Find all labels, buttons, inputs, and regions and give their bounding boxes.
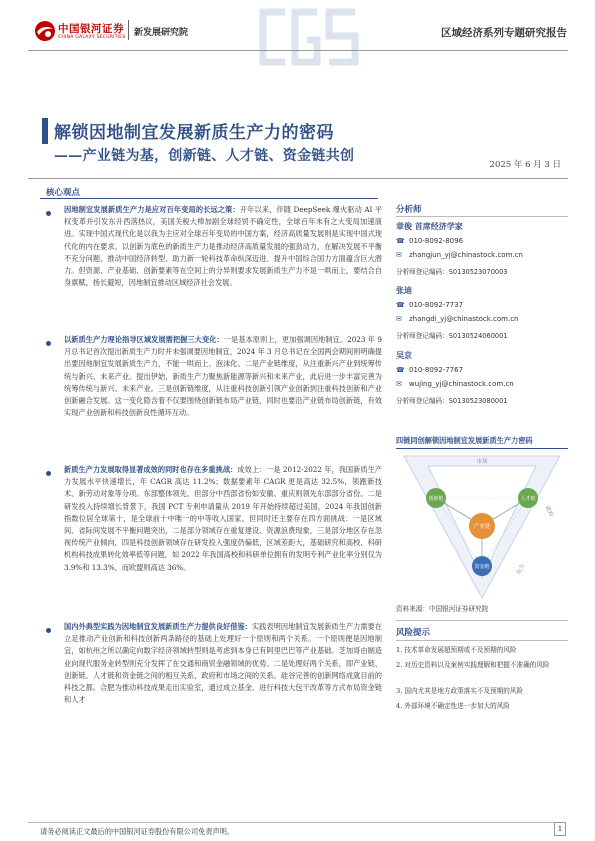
paragraph-body: 成效上：一是 2012-2022 年，我国新质生产力发展水平快速增长，年 CAGR 高达 11.2%；数据要素年 CAGR 更是高达 32.5%，领跑新技术、新劳动对象等分项。东部整体领先，但部分中西部省份如安徽、重庆则领先东部部分省份。二是研发投入持续增长背景下，我国 PCT 专利申请量从 2019 年开始持续超过美国，2024 年我国创新指数位居全球第十，是全球前十中唯一的中等收入国家。但同时还主要存在四方面挑战：一是区域间、省际间发展不平衡问题突出，二是部分领域存在重复建设、资源浪费现象，三是部分地区存在忽视传统产业倾向，四是科技创新领域存在研发投入强度仍偏低，区域差距大，基础研究和高校、科研机构科技成果转化效率低等问题，如 2022 年我国高校和科研单位拥有的发明专利产业化率分别仅为 3.9%和 13.3%，而欧盟则高达 36%。	[64, 465, 382, 572]
institute-name: 新发展研究院	[134, 28, 189, 38]
industry-chain-label: 产业链	[473, 524, 491, 530]
email-address[interactable]: zhangjun_yj@chinastock.com.cn	[409, 251, 523, 259]
analyst-email[interactable]	[396, 380, 514, 388]
email-icon: ✉	[396, 380, 402, 388]
phone-icon: ☎	[396, 237, 405, 245]
paragraph-lead: 因地制宜发展新质生产力是应对百年变局的长远之策：	[64, 205, 240, 214]
analyst-phone	[396, 301, 463, 309]
report-type: 区域经济系列专题研究报告	[441, 27, 567, 39]
paragraph-body: 实践表明因地制宜发展新质生产力需要在立足推动产业创新和科技创新两条路径的基础上处理好一个原则和两个关系。一个原则便是因地制宜，如杭州之所以确定向数字经济领域转型则是考虑到本身已有阿里巴巴等产业基础。芝加哥由制造业向现代服务业转型则充分发挥了在交通和商贸金融领域的优势。二是处理好两个关系，即产业链、创新链、人才链和资金链之间的相互关系，政府和市场之间的关系。硅谷完善的创新网络成就目前的科技之都。合肥为推动科技成果走出实验室，通过成立基金、进行科技大包干改革等方式布局资金链和人才	[64, 622, 382, 705]
email-icon: ✉	[396, 315, 402, 323]
email-icon: ✉	[396, 251, 402, 259]
paragraph-lead: 新质生产力发展取得显著成效的同时也存在多重挑战：	[64, 465, 238, 474]
core-paragraph-1	[64, 204, 382, 289]
analyst-registration: 分析师登记编码：S0130524060001	[396, 332, 508, 340]
bullet-dot	[46, 341, 51, 346]
footer-rule	[28, 822, 558, 823]
analysts-rule	[396, 216, 568, 217]
analyst-phone	[396, 237, 463, 245]
analyst-email[interactable]	[396, 315, 518, 323]
risk-item: 2. 对历史资料以及案例实践理解和把握不准确的风险	[396, 661, 550, 669]
core-heading-rule	[40, 198, 378, 199]
paragraph-lead: 以新质生产力理论指导区域发展需把握三大变化：	[64, 335, 224, 344]
analyst-email[interactable]	[396, 251, 523, 259]
analyst-name: 章俊 首席经济学家	[396, 221, 463, 231]
analyst-registration: 分析师登记编码：S0130523080001	[396, 397, 508, 405]
risk-top-rule	[396, 620, 568, 621]
talent-chain-label: 人才链	[520, 496, 536, 502]
email-address[interactable]: wujing_yj@chinastock.com.cn	[409, 380, 514, 388]
risk-item: 4. 外部环境不确定性进一步加大的风险	[396, 702, 510, 710]
phone-number: 010-8092-7767	[409, 366, 464, 374]
analyst-registration: 分析师登记编码：S0130523070003	[396, 268, 508, 276]
figure-source: 资料来源：中国银河证券研究院	[396, 605, 489, 613]
phone-number: 010-8092-7737	[409, 301, 464, 309]
figure-title: 四链同创解锁因地制宜发展新质生产力密码	[396, 436, 533, 445]
four-chains-diagram	[398, 452, 566, 600]
analysts-heading: 分析师	[396, 205, 422, 215]
risk-item: 3. 国内尤其是地方政策落实不及预期的风险	[396, 687, 524, 695]
bullet-dot	[46, 628, 51, 633]
figure-title-rule	[396, 448, 568, 449]
capital-chain-label: 资金链	[474, 564, 490, 570]
header-rule	[28, 50, 568, 51]
phone-number: 010-8092-8096	[409, 237, 464, 245]
core-viewpoints-heading: 核心观点	[46, 188, 81, 198]
core-paragraph-3	[64, 464, 382, 574]
logo-english-name: CHINA GALAXY SECURITIES	[58, 35, 126, 40]
report-title: 解锁因地制宜发展新质生产力的密码	[54, 123, 334, 143]
core-paragraph-4	[64, 621, 382, 706]
page-header	[0, 0, 595, 62]
bullet-dot	[46, 471, 51, 476]
phone-icon: ☎	[396, 301, 405, 309]
risk-item: 1. 技术革命发展超预期或不及预期的风险	[396, 646, 517, 654]
footer-disclaimer: 请务必阅读正文最后的中国银河证券股份有限公司免责声明。	[40, 827, 235, 836]
government-label: 政府	[543, 505, 555, 518]
header-divider	[128, 20, 129, 40]
core-paragraph-2	[64, 334, 382, 419]
risk-rule	[396, 640, 568, 641]
risk-heading: 风险提示	[396, 628, 431, 638]
paragraph-body: 一是基本原则上，更加强调因地制宜。2023 年 9 月总书记首次提出新质生产力时并未强调要因地制宜，2024 年 3 月总书记在全国两会期间则明确提出要因地制宜发展新质生产力，不能一哄而上、泡沫化。二是产业链维度，从注重新兴产业到统筹传统与新兴、未来产业。提出伊始，新质生产力聚焦新能源等新兴和未来产业，此后进一步丰富完善为统筹传统与新兴、未来产业。三是创新链维度，从注重科技创新引领产业创新到注重科技创新和产业创新融合发展。这一变化隐含着不仅要围绕创新链布局产业链，同时也要沿产业链布局创新链，有效实现产业创新和科技创新良性循环互动。	[64, 335, 382, 418]
bullet-dot	[46, 211, 51, 216]
cgs-watermark	[255, 2, 365, 77]
report-subtitle: ——产业链为基，创新链、人才链、资金链共创	[54, 148, 355, 164]
email-address[interactable]: zhangdi_yj@chinastock.com.cn	[409, 315, 519, 323]
analyst-name: 张迪	[396, 285, 412, 295]
logo-chinese-name: 中国银河证券	[58, 23, 124, 35]
effective-label: 有为	[515, 563, 527, 576]
analyst-phone	[396, 366, 463, 374]
paragraph-lead: 国内外典型实践为因地制宜发展新质生产力提供良好借鉴：	[64, 622, 252, 631]
title-accent-bar	[42, 118, 48, 144]
galaxy-logo-icon	[34, 20, 56, 42]
phone-icon: ☎	[396, 366, 405, 374]
analyst-name: 吴京	[396, 350, 412, 360]
title-rule	[28, 178, 568, 179]
market-label: 市场	[476, 459, 488, 465]
page-number: 1	[554, 822, 566, 836]
paragraph-body: 开年以来，伴随 DeepSeek 爆火驱动 AI 平权变革并引发东升西落热议，美国关税大棒加剧全球经贸不确定性，全球百年未有之大变局加速演进。实现中国式现代化是以我为主应对全球百年变局的中国方案，经济高质量发展则是实现中国式现代化的内在要求。以创新为底色的新质生产力是推动经济高质量发展的强劲动力，在解决发展不平衡不充分问题、推动中国经济转型、助力新一轮科技革命纵深迈进、提升中国综合国力方面蕴含巨大潜力。但资源、产业基础、创新要素等在空间上的分异则要求发展新质生产力不是一哄而上，要结合自身禀赋，扬长避短，因地制宜推动区域经济社会发展。	[64, 205, 383, 288]
report-date: 2025 年 6 月 3 日	[489, 160, 561, 170]
innovation-chain-label: 创新链	[428, 496, 444, 502]
